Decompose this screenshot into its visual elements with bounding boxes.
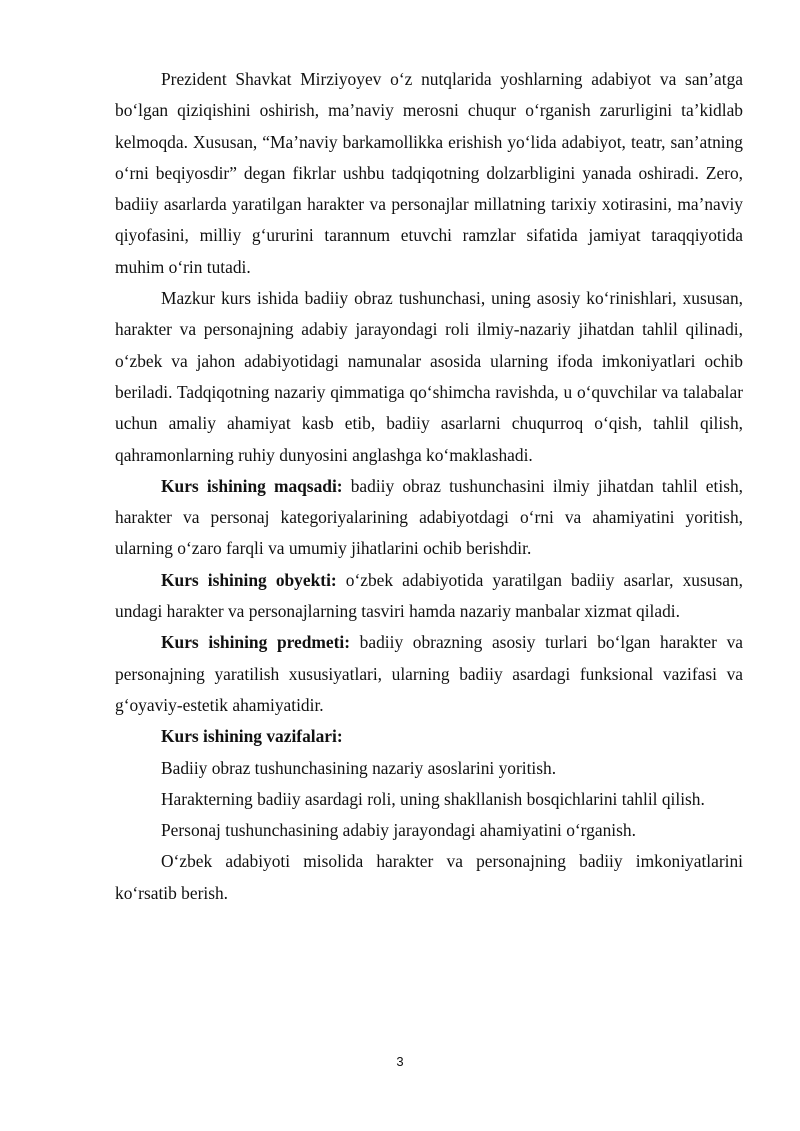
- tasks-label: Kurs ishining vazifalari:: [161, 726, 343, 747]
- goal-paragraph: [115, 471, 743, 565]
- task-item: O‘zbek adabiyoti misolida harakter va personajning badiiy imkoniyatlarini ko‘rsatib berish.: [115, 851, 743, 903]
- object-label: Kurs ishining obyekti:: [161, 569, 337, 590]
- tasks-heading: [115, 721, 743, 752]
- document-body: [115, 64, 743, 909]
- page-number: 3: [396, 1054, 404, 1069]
- goal-label: Kurs ishining maqsadi:: [161, 475, 343, 496]
- object-text: o‘zbek adabiyotida yaratilgan badiiy asarlar, xususan, undagi harakter va personajlarning tasviri hamda nazariy manbalar xizmat qiladi.: [115, 569, 743, 622]
- scope-paragraph: Mazkur kurs ishida badiiy obraz tushunchasi, uning asosiy ko‘rinishlari, xususan, harakter va personajning adabiy jarayondagi roli ilmiy-nazariy jihatdan tahlil qilinadi, o‘zbek va jahon adabiyotidagi namunalar asosida ularning ifoda imkoniyatlari ochib beriladi. Tadqiqotning nazariy qimmatiga qo‘shimcha ravishda, u o‘quvchilar va talabalar uchun amaliy ahamiyat kasb etib, badiiy asarlarni chuqurroq o‘qish, tahlil qilish, qahramonlarning ruhiy dunyosini anglashga ko‘maklashadi.: [115, 288, 743, 465]
- object-paragraph: [115, 565, 743, 628]
- intro-paragraph: Prezident Shavkat Mirziyoyev o‘z nutqlarida yoshlarning adabiyot va san’atga bo‘lgan qiziqishini oshirish, ma’naviy merosni chuqur o‘rganish zarurligini ta’kidlab kelmoqda. Xususan, “Ma’naviy barkamollikka erishish yo‘lida adabiyot, teatr, san’atning o‘rni beqiyosdir” degan fikrlar ushbu tadqiqotning dolzarbligini yanada oshiradi. Zero, badiiy asarlarda yaratilgan harakter va personajlar millatning tarixiy xotirasini, ma’naviy qiyofasini, milliy g‘ururini tarannum etuvchi ramzlar sifatida jamiyat taraqqiyotida muhim o‘rin tutadi.: [115, 69, 743, 277]
- task-item: Personaj tushunchasining adabiy jarayondagi ahamiyatini o‘rganish.: [161, 820, 636, 841]
- task-item: Harakterning badiiy asardagi roli, uning shakllanish bosqichlarini tahlil qilish.: [161, 788, 705, 809]
- subject-text: badiiy obrazning asosiy turlari bo‘lgan harakter va personajning yaratilish xususiyatlari, ularning badiiy asardagi funksional vazifasi va g‘oyaviy-estetik ahamiyatidir.: [115, 632, 743, 715]
- subject-label: Kurs ishining predmeti:: [161, 632, 351, 653]
- task-item: Badiiy obraz tushunchasining nazariy asoslarini yoritish.: [161, 757, 557, 778]
- goal-text: badiiy obraz tushunchasini ilmiy jihatdan tahlil etish, harakter va personaj kategoriyalarining adabiyotdagi o‘rni va ahamiyatini yoritish, ularning o‘zaro farqli va umumiy jihatlarini ochib berishdir.: [115, 475, 743, 559]
- subject-paragraph: [115, 627, 743, 721]
